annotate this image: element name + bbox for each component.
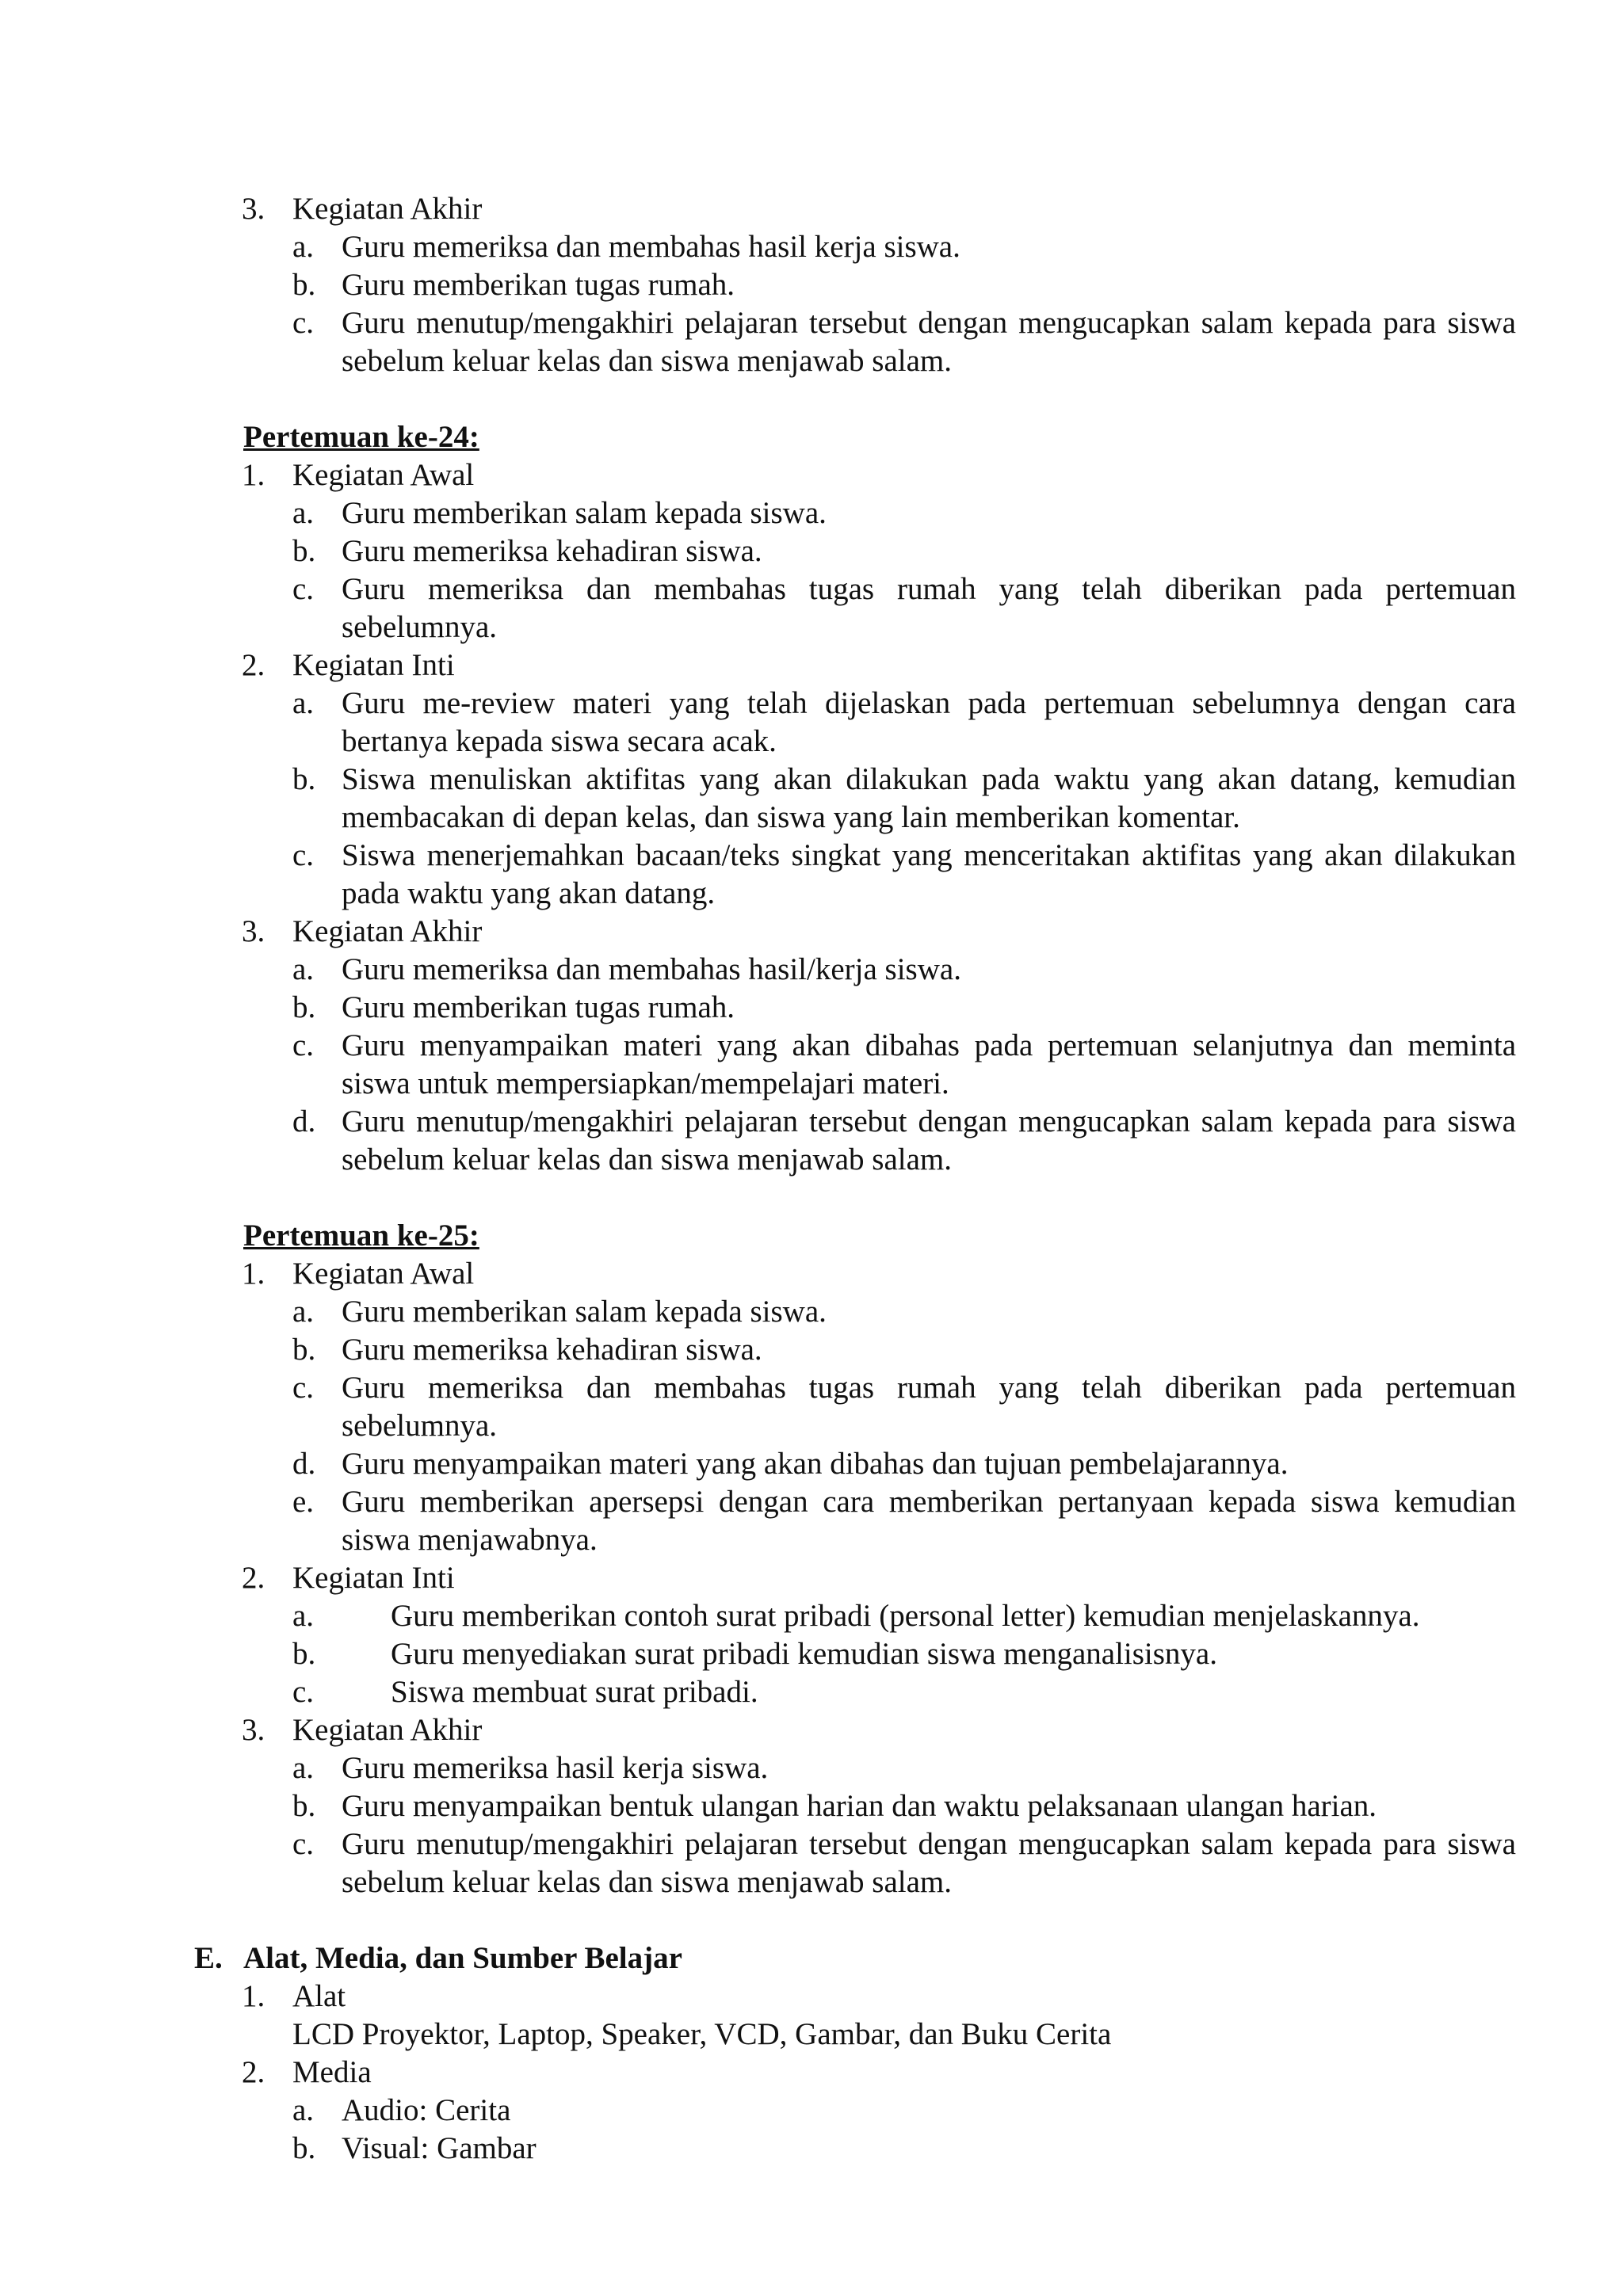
alat-section [194, 1978, 1516, 2016]
list-text: Guru menyampaikan materi yang akan dibahas dan tujuan pembelajarannya. [342, 1447, 1289, 1481]
list-text: Guru memeriksa dan membahas tugas rumah yang telah diberikan pada pertemuan sebelumnya. [342, 1371, 1516, 1443]
list-text: Guru memberikan apersepsi dengan cara memberikan pertanyaan kepada siswa kemudian siswa menjawabnya. [342, 1485, 1516, 1557]
list-letter: b. [292, 534, 316, 568]
list-letter: a. [292, 1751, 315, 1785]
list-item [194, 1673, 1516, 1711]
list-letter: a. [292, 686, 315, 720]
list-item [194, 1103, 1516, 1179]
kegiatan-akhir-list [194, 1749, 1516, 1901]
kegiatan-awal-section [194, 1255, 1516, 1293]
list-text: Guru menutup/mengakhiri pelajaran tersebut dengan mengucapkan salam kepada para siswa sebelum keluar kelas dan siswa menjawab salam. [342, 1827, 1516, 1899]
list-letter: b. [292, 762, 316, 796]
list-letter: a. [292, 230, 315, 264]
kegiatan-inti-list [194, 685, 1516, 913]
list-text: Guru menyediakan surat pribadi kemudian siswa menganalisisnya. [391, 1637, 1217, 1671]
list-number: 1. [242, 1979, 265, 2013]
list-text: Siswa menerjemahkan bacaan/teks singkat yang menceritakan aktifitas yang akan dilakukan pada waktu yang akan datang. [342, 838, 1516, 910]
list-item [194, 685, 1516, 761]
list-letter: c. [292, 572, 315, 606]
list-letter: a. [292, 1295, 315, 1329]
list-item [194, 266, 1516, 304]
media-list [194, 2092, 1516, 2168]
kegiatan-awal-list [194, 1293, 1516, 1559]
list-number: 2. [242, 648, 265, 682]
list-item [194, 1293, 1516, 1331]
list-item [194, 228, 1516, 266]
section-title: Kegiatan Inti [292, 1561, 455, 1595]
list-number: 3. [242, 914, 265, 948]
list-number: 2. [242, 2055, 265, 2089]
section-title: Alat, Media, dan Sumber Belajar [243, 1941, 682, 1975]
list-text: Guru menutup/mengakhiri pelajaran tersebut dengan mengucapkan salam kepada para siswa sebelum keluar kelas dan siswa menjawab salam. [342, 1104, 1516, 1177]
section-e-heading [194, 1939, 1516, 1978]
list-letter: b. [292, 268, 316, 302]
list-letter: d. [292, 1447, 316, 1481]
list-letter: a. [292, 952, 315, 986]
list-letter: c. [292, 838, 315, 872]
list-text: Guru memberikan salam kepada siswa. [342, 1295, 827, 1329]
list-letter: a. [292, 1599, 315, 1633]
list-text: Guru memberikan salam kepada siswa. [342, 496, 827, 530]
list-number: 3. [242, 1713, 265, 1747]
kegiatan-akhir-list [194, 951, 1516, 1179]
list-item [194, 1749, 1516, 1787]
section-title: Kegiatan Akhir [292, 192, 483, 226]
list-item [194, 1369, 1516, 1445]
kegiatan-inti-list [194, 1597, 1516, 1711]
list-text: Visual: Gambar [342, 2131, 537, 2165]
section-title: Media [292, 2055, 372, 2089]
kegiatan-awal-list [194, 494, 1516, 646]
list-item [194, 2130, 1516, 2168]
list-item [194, 1483, 1516, 1559]
list-letter: b. [292, 2131, 316, 2165]
list-item [194, 494, 1516, 532]
alat-text: LCD Proyektor, Laptop, Speaker, VCD, Gambar, dan Buku Cerita [292, 2017, 1112, 2051]
list-text: Audio: Cerita [342, 2093, 511, 2127]
list-letter: a. [292, 2093, 315, 2127]
section-letter: E. [194, 1941, 223, 1975]
section-title: Kegiatan Awal [292, 458, 475, 492]
kegiatan-akhir-section [194, 1711, 1516, 1749]
list-text: Guru menyampaikan materi yang akan dibahas pada pertemuan selanjutnya dan meminta siswa untuk mempersiapkan/mempelajari materi. [342, 1028, 1516, 1100]
list-text: Guru memeriksa dan membahas tugas rumah yang telah diberikan pada pertemuan sebelumnya. [342, 572, 1516, 644]
media-section [194, 2054, 1516, 2092]
list-item [194, 1597, 1516, 1635]
list-item [194, 989, 1516, 1027]
list-letter: c. [292, 1675, 315, 1709]
list-item [194, 1787, 1516, 1825]
pertemuan-25-heading: Pertemuan ke-25: [243, 1219, 479, 1253]
list-item [194, 532, 1516, 570]
list-letter: b. [292, 990, 316, 1024]
list-letter: c. [292, 1028, 315, 1062]
list-item [194, 761, 1516, 837]
kegiatan-inti-section [194, 1559, 1516, 1597]
list-text: Guru memeriksa kehadiran siswa. [342, 1333, 762, 1367]
list-number: 3. [242, 192, 265, 226]
list-letter: d. [292, 1104, 316, 1138]
list-text: Guru memberikan tugas rumah. [342, 990, 735, 1024]
list-text: Guru menyampaikan bentuk ulangan harian dan waktu pelaksanaan ulangan harian. [342, 1789, 1377, 1823]
list-number: 2. [242, 1561, 265, 1595]
list-item [194, 304, 1516, 380]
list-item [194, 1027, 1516, 1103]
list-text: Guru memberikan tugas rumah. [342, 268, 735, 302]
list-letter: b. [292, 1789, 316, 1823]
kegiatan-akhir-list [194, 228, 1516, 380]
list-text: Guru memeriksa dan membahas hasil/kerja siswa. [342, 952, 961, 986]
list-item [194, 837, 1516, 913]
list-text: Guru menutup/mengakhiri pelajaran tersebut dengan mengucapkan salam kepada para siswa sebelum keluar kelas dan siswa menjawab salam. [342, 306, 1516, 378]
section-title: Alat [292, 1979, 346, 2013]
section-title: Kegiatan Inti [292, 648, 455, 682]
kegiatan-awal-section [194, 456, 1516, 494]
kegiatan-akhir-section [194, 913, 1516, 951]
list-item [194, 2092, 1516, 2130]
pertemuan-24-heading: Pertemuan ke-24: [243, 420, 479, 454]
section-title: Kegiatan Awal [292, 1257, 475, 1291]
list-letter: c. [292, 1827, 315, 1861]
list-text: Guru memberikan contoh surat pribadi (personal letter) kemudian menjelaskannya. [391, 1599, 1420, 1633]
list-text: Guru memeriksa kehadiran siswa. [342, 534, 762, 568]
list-item [194, 1331, 1516, 1369]
list-number: 1. [242, 1257, 265, 1291]
kegiatan-akhir-section [194, 190, 1516, 228]
list-text: Siswa menuliskan aktifitas yang akan dilakukan pada waktu yang akan datang, kemudian membacakan di depan kelas, dan siswa yang lain memberikan komentar. [342, 762, 1516, 834]
list-letter: e. [292, 1485, 315, 1519]
section-title: Kegiatan Akhir [292, 914, 483, 948]
list-item [194, 1635, 1516, 1673]
section-title: Kegiatan Akhir [292, 1713, 483, 1747]
kegiatan-inti-section [194, 646, 1516, 685]
list-number: 1. [242, 458, 265, 492]
list-letter: b. [292, 1333, 316, 1367]
list-letter: a. [292, 496, 315, 530]
list-letter: c. [292, 306, 315, 340]
list-text: Siswa membuat surat pribadi. [391, 1675, 758, 1709]
list-item [194, 951, 1516, 989]
list-letter: b. [292, 1637, 316, 1671]
list-text: Guru memeriksa dan membahas hasil kerja siswa. [342, 230, 960, 264]
list-item [194, 1825, 1516, 1901]
list-text: Guru memeriksa hasil kerja siswa. [342, 1751, 769, 1785]
list-item [194, 570, 1516, 646]
list-text: Guru me-review materi yang telah dijelaskan pada pertemuan sebelumnya dengan cara bertanya kepada siswa secara acak. [342, 686, 1516, 758]
list-letter: c. [292, 1371, 315, 1405]
document-page [194, 190, 1516, 2168]
list-item [194, 1445, 1516, 1483]
